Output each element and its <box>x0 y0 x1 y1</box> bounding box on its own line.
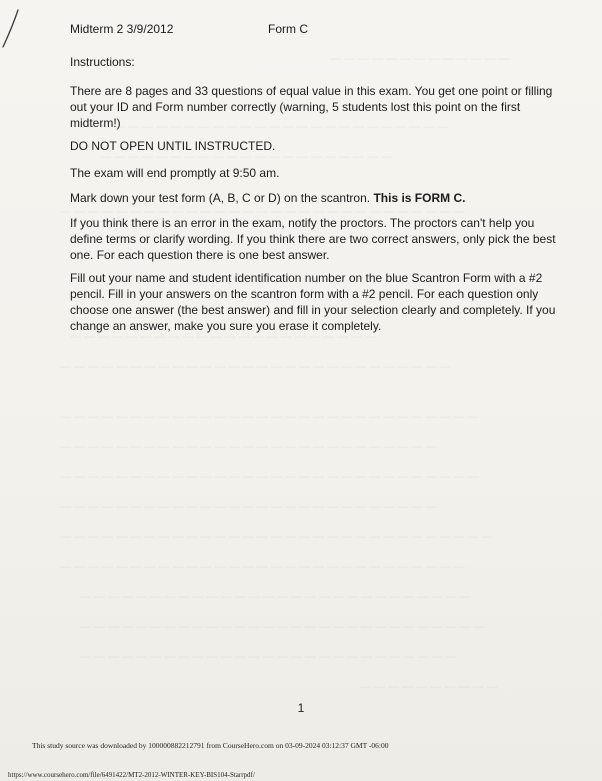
form-label: Form C <box>268 22 308 36</box>
test-form-text: Mark down your test form (A, B, C or D) on the scantron. <box>70 191 371 205</box>
paragraph-test-form <box>70 190 570 206</box>
exam-header <box>70 22 308 36</box>
exam-title: Midterm 2 3/9/2012 <box>70 22 174 36</box>
paragraph-end-time: The exam will end promptly at 9:50 am. <box>70 166 280 180</box>
paragraph-pages-questions: There are 8 pages and 33 questions of equal value in this exam. You get one point or filling out your ID and Form number correctly (warning, 5 students lost this point on the first midterm!) <box>70 84 553 130</box>
paragraph-do-not-open: DO NOT OPEN UNTIL INSTRUCTED. <box>70 139 276 153</box>
source-url[interactable]: https://www.coursehero.com/file/6491422/MT2-2012-WINTER-KEY-BIS104-Starrpdf/ <box>8 771 255 779</box>
download-source-line: This study source was downloaded by 100000882212791 from CourseHero.com on 03-09-2024 03:12:37 GMT -06:00 <box>32 741 389 750</box>
pen-slash-mark <box>0 0 40 60</box>
instructions-heading: Instructions: <box>70 55 135 69</box>
page-number: 1 <box>297 701 305 715</box>
document-page: — — — — — — — — — — — — — — — — — — — — — — — — — — — — — — — — — — — — — — — — — — — — — — — — — — — — — — — — — — — — — — — — — — — — — — — — — — — — — — — — — — — — — — — — — — — — — — — — — — — — — — — — — — — — — — — — — — — — — — — — — — — — — — — — — — — — — — — — — — — — — — — — — — — — — — — — — — — — — — — — — — — — — — — — — — — — — — — — — — — — — — — — — — — — — — — — — — — — — — — — — — — — — — — — — — — — — — — — — — — — — — — — — — — — — — — — — — — — — — — — — — — — — — — — — — — — — — — — — — — — — — — — — — — — — — — — — — — — — — — — — — — — — — — — — — — — — — — — — — — — — — — — — — — — — — — — — — — — — — — — — — — — — — — — — — — — — — — — — — — — — — — — — — — — — — — — — — — — — — — — — — — — — — — — — — — — — — — — — — — — — — — — — — — — — — — — — — — — — — — — — — — — — — Midterm 2 3/9/2012 Form C Instructions: There are 8 pages and 33 questions of equal value in this exam. You get one point or filling out your ID and Form number correctly (warning, 5 students lost this point on the first midterm!) DO NOT OPEN UNTIL INSTRUCTED. The exam will end promptly at 9:50 am. Mark down your test form (A, B, C or D) on the scantron. This is FORM C. If you think there is an error in the exam, notify the proctors. The proctors can't help you define terms or clarify wording. If you think there are two correct answers, only pick the best one. For each question there is one best answer. Fill out your name and student identification number on the blue Scantron Form with a #2 pencil. Fill in your answers on the scantron form with a #2 pencil. For each question only choose one answer (the best answer) and fill in your selection clearly and completely. If you change an answer, make you sure you erase it completely. 1 This study source was downloaded by 100000882212791 from CourseHero.com on 03-09-2024 03:12:37 GMT -06:00 https://www.coursehero.com/file/6491422/MT2-2012-WINTER-KEY-BIS104-Starrpdf/ <box>0 0 602 781</box>
test-form-bold: This is FORM C. <box>373 191 466 205</box>
paragraph-errors: If you think there is an error in the exam, notify the proctors. The proctors can't help you define terms or clarify wording. If you think there are two correct answers, only pick the best one. For each question there is one best answer. <box>70 216 556 262</box>
paragraph-scantron: Fill out your name and student identification number on the blue Scantron Form with a #2 pencil. Fill in your answers on the scantron form with a #2 pencil. For each question only choose one answer (the best answer) and fill in your selection clearly and completely. If you change an answer, make you sure you erase it completely. <box>70 271 556 333</box>
